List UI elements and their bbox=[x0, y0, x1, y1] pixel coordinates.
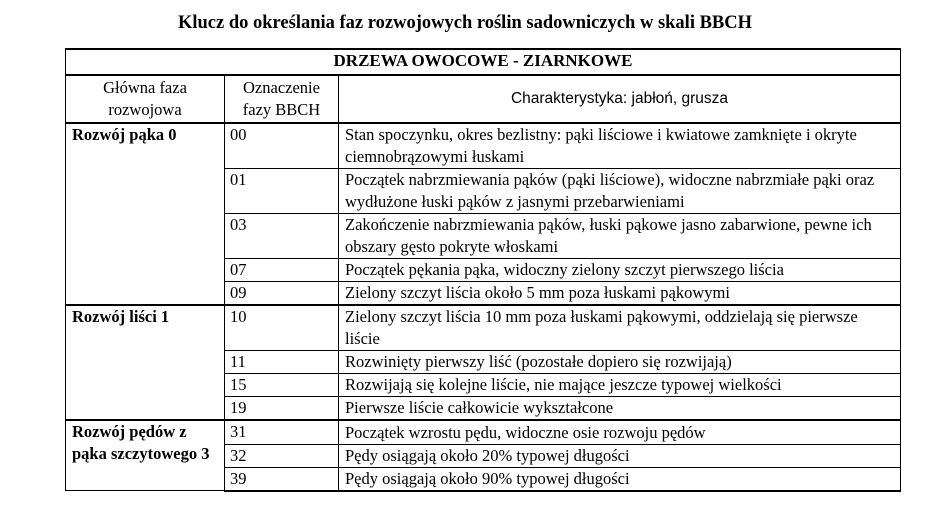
section-title: DRZEWA OWOCOWE - ZIARNKOWE bbox=[66, 49, 901, 75]
code-cell: 03 bbox=[225, 214, 339, 259]
code-cell: 01 bbox=[225, 169, 339, 214]
description-cell: Rozwinięty pierwszy liść (pozostałe dopiero się rozwijają) bbox=[339, 351, 901, 374]
code-cell: 31 bbox=[225, 420, 339, 444]
description-cell: Zielony szczyt liścia 10 mm poza łuskami pąkowymi, oddzielają się pierwsze liście bbox=[339, 305, 901, 351]
code-cell: 10 bbox=[225, 305, 339, 351]
phase-cell: Rozwój liści 1 bbox=[66, 305, 225, 420]
phase-cell: Rozwój pąka 0 bbox=[66, 123, 225, 305]
document-title: Klucz do określania faz rozwojowych roślin sadowniczych w skali BBCH bbox=[177, 13, 753, 33]
phase-cell: Rozwój pędów z pąka szczytowego 3 bbox=[66, 420, 225, 491]
code-cell: 11 bbox=[225, 351, 339, 374]
code-cell: 39 bbox=[225, 467, 339, 491]
code-cell: 07 bbox=[225, 259, 339, 282]
description-cell: Pędy osiągają około 20% typowej długości bbox=[339, 444, 901, 467]
description-cell: Stan spoczynku, okres bezlistny: pąki liściowe i kwiatowe zamknięte i okryte ciemnobrązowymi łuskami bbox=[339, 123, 901, 169]
column-header-code: Oznaczenie fazy BBCH bbox=[225, 75, 339, 123]
description-cell: Początek wzrostu pędu, widoczne osie rozwoju pędów bbox=[339, 420, 901, 444]
description-cell: Zakończenie nabrzmiewania pąków, łuski pąkowe jasno zabarwione, pewne ich obszary gęsto pokryte włoskami bbox=[339, 214, 901, 259]
description-cell: Początek nabrzmiewania pąków (pąki liściowe), widoczne nabrzmiałe pąki oraz wydłużone łuski pąków z jasnymi przebarwieniami bbox=[339, 169, 901, 214]
code-cell: 09 bbox=[225, 282, 339, 306]
bbch-table bbox=[65, 48, 901, 492]
code-cell: 19 bbox=[225, 397, 339, 421]
table-row bbox=[66, 420, 901, 444]
description-cell: Pierwsze liście całkowicie wykształcone bbox=[339, 397, 901, 421]
table-body bbox=[66, 123, 901, 491]
description-cell: Początek pękania pąka, widoczny zielony szczyt pierwszego liścia bbox=[339, 259, 901, 282]
code-cell: 15 bbox=[225, 374, 339, 397]
table-row bbox=[66, 123, 901, 169]
description-cell: Pędy osiągają około 90% typowej długości bbox=[339, 467, 901, 491]
column-header-description: Charakterystyka: jabłoń, grusza bbox=[339, 75, 901, 123]
column-header-phase: Główna faza rozwojowa bbox=[66, 75, 225, 123]
description-cell: Rozwijają się kolejne liście, nie mające jeszcze typowej wielkości bbox=[339, 374, 901, 397]
description-cell: Zielony szczyt liścia około 5 mm poza łuskami pąkowymi bbox=[339, 282, 901, 306]
table-row bbox=[66, 305, 901, 351]
code-cell: 32 bbox=[225, 444, 339, 467]
code-cell: 00 bbox=[225, 123, 339, 169]
